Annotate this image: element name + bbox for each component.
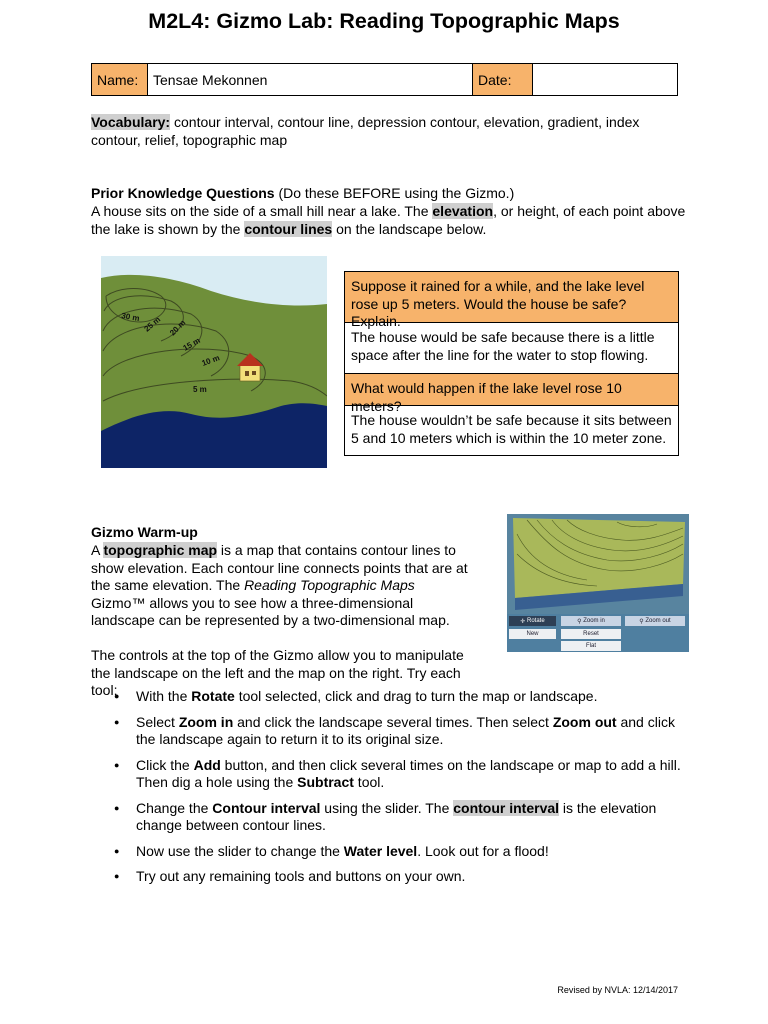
bullet-bold: Subtract: [297, 774, 354, 790]
vocabulary: [91, 114, 681, 149]
gizmo-zoom-in-label: Zoom in: [583, 618, 605, 624]
term-contour-interval: contour interval: [453, 799, 560, 816]
gizmo-screenshot: [507, 514, 689, 652]
bullet-bold: Contour interval: [212, 799, 321, 816]
bullet-bold: Water level: [343, 842, 418, 859]
list-item: [114, 714, 684, 749]
contour-label-20: 20 m: [168, 318, 188, 338]
contour-label-30: 30 m: [120, 311, 141, 324]
warmup-paragraph-1: [91, 542, 471, 630]
gizmo-rotate-button[interactable]: [509, 616, 556, 626]
rotate-icon: ✛: [520, 618, 527, 625]
bullet-bold: Zoom in: [178, 713, 234, 730]
contour-label-5: 5 m: [193, 385, 207, 394]
prior-knowledge-intro: [91, 203, 691, 238]
bullet-text: button, and then click several times on the landscape or map to add a hill. Then dig a hole using the: [136, 756, 681, 790]
contour-label-15: 15 m: [181, 335, 202, 353]
gizmo-landscape-view: [507, 514, 689, 614]
bullet-bold: Add: [193, 756, 221, 773]
question-1: Suppose it rained for a while, and the lake level rose up 5 meters. Would the house be safe? Explain.: [345, 272, 678, 323]
term-contour-lines: contour lines: [244, 220, 333, 237]
warmup-p1-b: is a map that contains contour lines to show elevation. Each contour line connects points that are at the same elevation. The: [91, 542, 468, 593]
bullet-bold: Zoom out: [552, 713, 617, 730]
gizmo-zoom-out-label: Zoom out: [645, 618, 671, 624]
list-item: [114, 868, 684, 886]
prior-heading-note: (Do these BEFORE using the Gizmo.): [274, 185, 515, 201]
intro-part-1: A house sits on the side of a small hill near a lake. The: [91, 203, 433, 219]
prior-heading-text: Prior Knowledge Questions: [91, 185, 275, 201]
bullet-text: tool selected, click and drag to turn the map or landscape.: [234, 688, 598, 704]
bullet-text: Select: [136, 713, 179, 730]
bullet-bold: Rotate: [191, 688, 235, 704]
bullet-text: With the: [136, 688, 192, 704]
term-topographic-map: topographic map: [103, 542, 218, 558]
bullet-text: . Look out for a flood!: [417, 842, 549, 859]
question-table: [344, 271, 679, 456]
warmup-p1-c: Gizmo™ allows you to see how a three-dimensional landscape can be represented by a two-dimensional map.: [91, 594, 450, 628]
list-item: [114, 688, 684, 706]
warmup-heading: [91, 524, 198, 542]
gizmo-rotate-label: Rotate: [527, 618, 545, 624]
date-value[interactable]: [533, 64, 677, 95]
name-label: Name:: [92, 64, 148, 95]
gizmo-new-button[interactable]: New: [509, 629, 556, 639]
zoom-out-icon: ⚲: [639, 618, 646, 625]
bullet-text: tool.: [353, 774, 385, 790]
bullet-text: and click the landscape again to return it to its original size.: [136, 713, 675, 747]
gizmo-zoom-out-button[interactable]: [625, 616, 685, 626]
warmup-heading-text: Gizmo Warm-up: [91, 524, 198, 540]
contour-label-25: 25 m: [142, 314, 163, 334]
bullet-text: using the slider. The: [320, 799, 454, 816]
name-value[interactable]: Tensae Mekonnen: [148, 64, 473, 95]
bullet-text: and click the landscape several times. Then select: [233, 713, 553, 730]
list-item: [114, 843, 684, 861]
landscape-illustration: [101, 256, 327, 468]
prior-knowledge-heading: [91, 185, 691, 203]
answer-1[interactable]: The house would be safe because there is a little space after the line for the water to stop flowing.: [345, 323, 678, 374]
gizmo-reset-button[interactable]: Reset: [561, 629, 621, 639]
bullet-text: Try out any remaining tools and buttons on your own.: [136, 868, 466, 884]
name-date-table: [91, 63, 678, 96]
warmup-p1-italic: Reading Topographic Maps: [244, 577, 415, 593]
intro-part-2: , or height, of each point above the lake is shown by the: [91, 203, 686, 237]
page-title: M2L4: Gizmo Lab: Reading Topographic Maps: [148, 9, 620, 33]
footer-revision: Revised by NVLA: 12/14/2017: [557, 985, 678, 995]
tool-instructions-list: [114, 688, 684, 894]
question-2: What would happen if the lake level rose 10 meters?: [345, 374, 678, 406]
zoom-in-icon: ⚲: [577, 618, 584, 625]
contour-label-10: 10 m: [200, 353, 221, 368]
date-label: Date:: [473, 64, 533, 95]
warmup-p1-a: A: [91, 542, 104, 558]
bullet-text: Click the: [136, 756, 194, 773]
gizmo-flat-button[interactable]: Flat: [561, 641, 621, 651]
vocabulary-label: Vocabulary:: [91, 114, 171, 130]
gizmo-zoom-in-button[interactable]: [561, 616, 621, 626]
bullet-text: Now use the slider to change the: [136, 842, 344, 859]
bullet-text: Change the: [136, 799, 213, 816]
bullet-text: is the elevation change between contour lines.: [136, 799, 657, 833]
warmup-paragraph-2: The controls at the top of the Gizmo allow you to manipulate the landscape on the left and the map on the right. Try each tool:: [91, 647, 464, 698]
answer-2[interactable]: The house wouldn’t be safe because it sits between 5 and 10 meters which is within the 10 meter zone.: [351, 412, 672, 446]
intro-part-3: on the landscape below.: [332, 220, 487, 237]
term-elevation: elevation: [432, 203, 494, 219]
list-item: [114, 757, 684, 792]
list-item: [114, 800, 684, 835]
vocabulary-text: contour interval, contour line, depression contour, elevation, gradient, index contour, relief, topographic map: [91, 114, 640, 148]
